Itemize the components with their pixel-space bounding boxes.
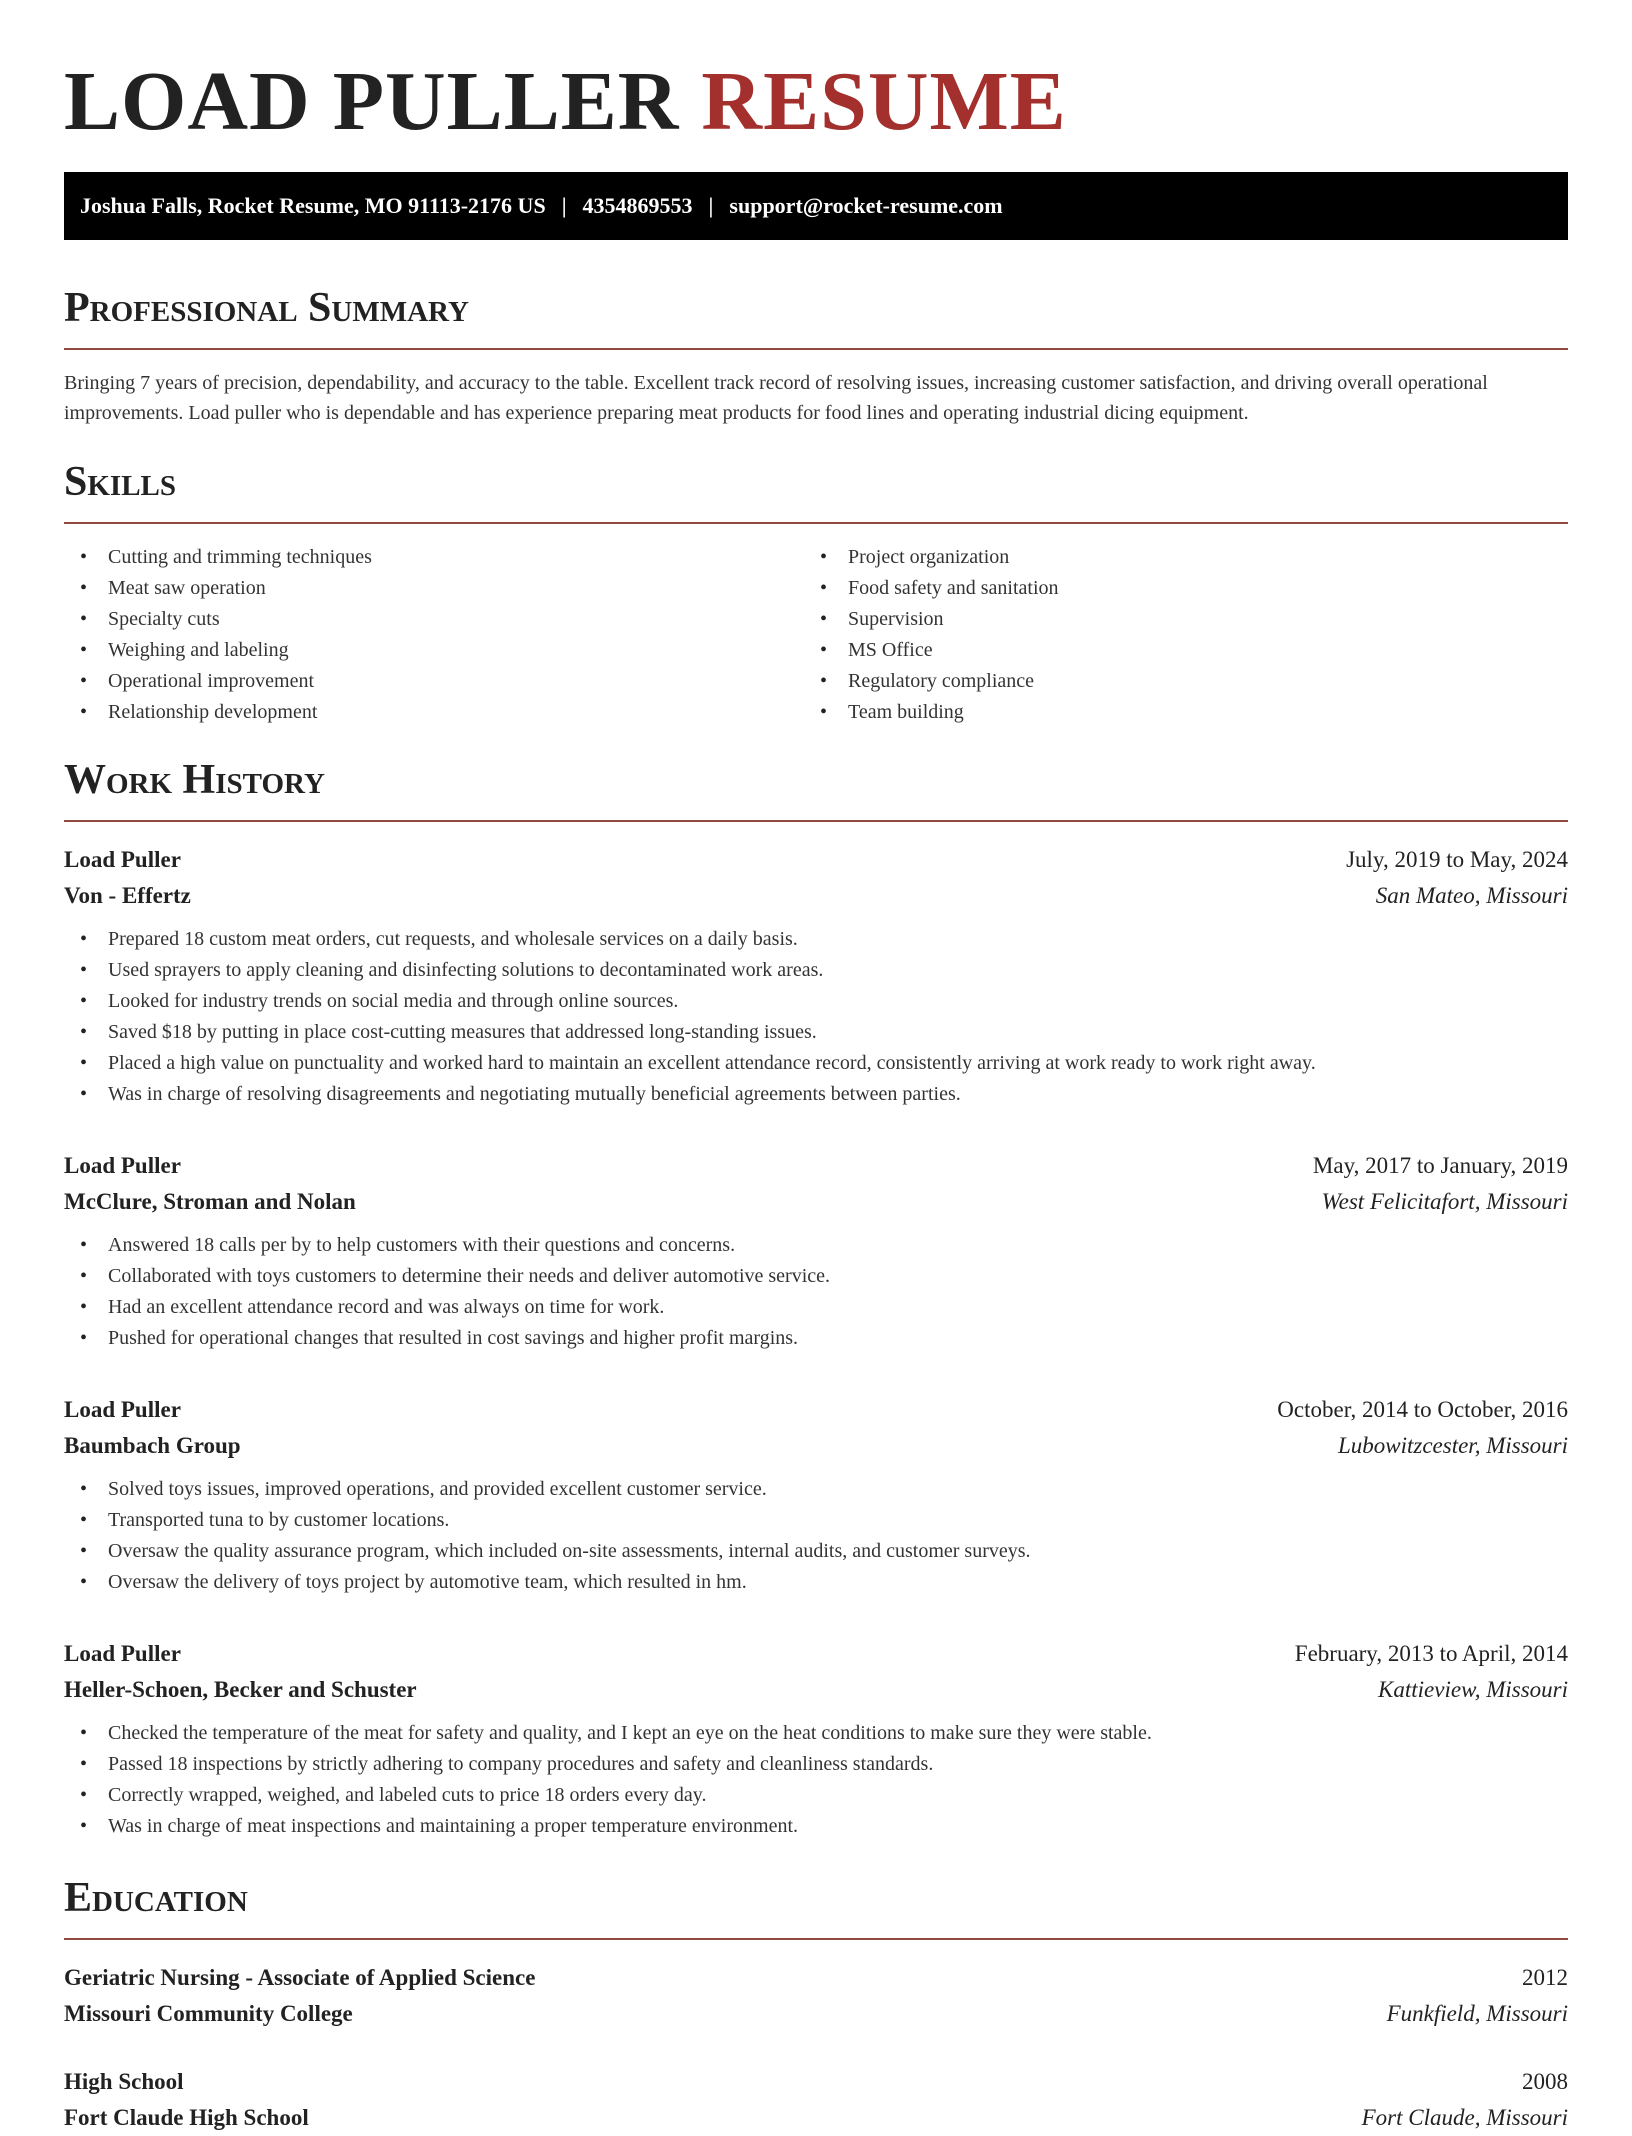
job-duty: • Placed a high value on punctuality and worked hard to maintain an excellent attendance record, consistently arriving at work ready to work right away. bbox=[64, 1048, 1568, 1079]
job-duty: • Prepared 18 custom meat orders, cut requests, and wholesale services on a daily basis. bbox=[64, 924, 1568, 955]
job-header-row bbox=[64, 1636, 1568, 1672]
skills-column-right bbox=[804, 542, 1544, 728]
skill-item: • Team building bbox=[804, 697, 1544, 728]
job-location: San Mateo, Missouri bbox=[1375, 883, 1568, 908]
job-duty: • Pushed for operational changes that resulted in cost savings and higher profit margins. bbox=[64, 1323, 1568, 1354]
education-entry bbox=[64, 2064, 1568, 2136]
job-duty: • Saved $18 by putting in place cost-cutting measures that addressed long-standing issues. bbox=[64, 1017, 1568, 1048]
job-header-row bbox=[64, 842, 1568, 878]
education-header-row bbox=[64, 1960, 1568, 1996]
job-company-row bbox=[64, 1184, 1568, 1220]
job-header-row bbox=[64, 1148, 1568, 1184]
skill-item: • Weighing and labeling bbox=[64, 635, 804, 666]
skill-item: • MS Office bbox=[804, 635, 1544, 666]
section-divider bbox=[64, 1938, 1568, 1940]
job-company: Von - Effertz bbox=[64, 883, 191, 908]
contact-address: Joshua Falls, Rocket Resume, MO 91113-2176 US bbox=[80, 193, 546, 218]
job-duty: • Checked the temperature of the meat for safety and quality, and I kept an eye on the heat conditions to make sure they were stable. bbox=[64, 1718, 1568, 1749]
education-school: Fort Claude High School bbox=[64, 2105, 309, 2130]
job-entry bbox=[64, 1636, 1568, 1842]
job-duty: • Collaborated with toys customers to determine their needs and deliver automotive service. bbox=[64, 1261, 1568, 1292]
title-accent: RESUME bbox=[701, 55, 1067, 148]
education-year: 2012 bbox=[1522, 1965, 1568, 1990]
title-main: LOAD PULLER bbox=[64, 55, 680, 148]
education-school: Missouri Community College bbox=[64, 2001, 353, 2026]
job-dates: February, 2013 to April, 2014 bbox=[1294, 1641, 1568, 1666]
resume-title bbox=[64, 52, 1568, 152]
job-dates: May, 2017 to January, 2019 bbox=[1312, 1153, 1568, 1178]
section-divider bbox=[64, 348, 1568, 350]
skill-item: • Project organization bbox=[804, 542, 1544, 573]
education-header-row bbox=[64, 2064, 1568, 2100]
job-duty: • Solved toys issues, improved operations, and provided excellent customer service. bbox=[64, 1474, 1568, 1505]
contact-bar bbox=[64, 172, 1568, 240]
job-duty: • Was in charge of resolving disagreements and negotiating mutually beneficial agreements between parties. bbox=[64, 1079, 1568, 1110]
skill-item: • Food safety and sanitation bbox=[804, 573, 1544, 604]
skill-item: • Operational improvement bbox=[64, 666, 804, 697]
education-heading: Education bbox=[64, 1875, 248, 1921]
skill-item: • Specialty cuts bbox=[64, 604, 804, 635]
job-entry bbox=[64, 842, 1568, 1110]
job-header-row bbox=[64, 1392, 1568, 1428]
job-duties bbox=[64, 1474, 1568, 1598]
job-dates: October, 2014 to October, 2016 bbox=[1277, 1397, 1568, 1422]
contact-email: support@rocket-resume.com bbox=[729, 193, 1003, 218]
summary-text: Bringing 7 years of precision, dependability, and accuracy to the table. Excellent track record of resolving issues, increasing customer satisfaction, and driving overall operational improvements. Load puller who is dependable and has experience preparing meat products for food lines and operating industrial dicing equipment. bbox=[64, 372, 1488, 424]
job-duty: • Passed 18 inspections by strictly adhering to company procedures and safety and cleanliness standards. bbox=[64, 1749, 1568, 1780]
job-entry bbox=[64, 1148, 1568, 1354]
job-entry bbox=[64, 1392, 1568, 1598]
resume-content bbox=[64, 52, 1568, 2136]
job-duty: • Correctly wrapped, weighed, and labeled cuts to price 18 orders every day. bbox=[64, 1780, 1568, 1811]
job-company-row bbox=[64, 878, 1568, 914]
education-year: 2008 bbox=[1522, 2069, 1568, 2094]
contact-separator: | bbox=[708, 193, 714, 218]
job-duty: • Oversaw the quality assurance program, which included on-site assessments, internal audits, and customer surveys. bbox=[64, 1536, 1568, 1567]
education-school-row bbox=[64, 1996, 1568, 2032]
job-duty: • Transported tuna to by customer locations. bbox=[64, 1505, 1568, 1536]
job-duty: • Oversaw the delivery of toys project by automotive team, which resulted in hm. bbox=[64, 1567, 1568, 1598]
job-duty: • Used sprayers to apply cleaning and disinfecting solutions to decontaminated work areas. bbox=[64, 955, 1568, 986]
skill-item: • Meat saw operation bbox=[64, 573, 804, 604]
contact-phone: 4354869553 bbox=[582, 193, 693, 218]
job-company: Baumbach Group bbox=[64, 1433, 241, 1458]
job-duty: • Was in charge of meat inspections and maintaining a proper temperature environment. bbox=[64, 1811, 1568, 1842]
job-duties bbox=[64, 1230, 1568, 1354]
contact-separator: | bbox=[561, 193, 567, 218]
job-title: Load Puller bbox=[64, 847, 181, 872]
section-divider bbox=[64, 522, 1568, 524]
job-title: Load Puller bbox=[64, 1397, 181, 1422]
education-entry bbox=[64, 1960, 1568, 2032]
job-company-row bbox=[64, 1672, 1568, 1708]
education-degree: High School bbox=[64, 2069, 184, 2094]
job-location: Kattieview, Missouri bbox=[1378, 1677, 1568, 1702]
section-divider bbox=[64, 820, 1568, 822]
job-duty: • Looked for industry trends on social media and through online sources. bbox=[64, 986, 1568, 1017]
skills-heading: Skills bbox=[64, 459, 177, 505]
education-location: Fort Claude, Missouri bbox=[1361, 2105, 1568, 2130]
skill-item: • Regulatory compliance bbox=[804, 666, 1544, 697]
job-duties bbox=[64, 924, 1568, 1110]
job-duty: • Had an excellent attendance record and was always on time for work. bbox=[64, 1292, 1568, 1323]
skills-column-left bbox=[64, 542, 804, 728]
job-location: Lubowitzcester, Missouri bbox=[1337, 1433, 1568, 1458]
job-company-row bbox=[64, 1428, 1568, 1464]
job-company: Heller-Schoen, Becker and Schuster bbox=[64, 1677, 417, 1702]
job-duty: • Answered 18 calls per by to help customers with their questions and concerns. bbox=[64, 1230, 1568, 1261]
work-history-heading: Work History bbox=[64, 757, 325, 803]
education-location: Funkfield, Missouri bbox=[1386, 2001, 1568, 2026]
education-degree: Geriatric Nursing - Associate of Applied Science bbox=[64, 1965, 536, 1990]
skill-item: • Cutting and trimming techniques bbox=[64, 542, 804, 573]
education-school-row bbox=[64, 2100, 1568, 2136]
skill-item: • Relationship development bbox=[64, 697, 804, 728]
job-dates: July, 2019 to May, 2024 bbox=[1346, 847, 1568, 872]
job-location: West Felicitafort, Missouri bbox=[1321, 1189, 1568, 1214]
job-company: McClure, Stroman and Nolan bbox=[64, 1189, 356, 1214]
skills-list bbox=[64, 542, 1568, 728]
job-title: Load Puller bbox=[64, 1153, 181, 1178]
job-title: Load Puller bbox=[64, 1641, 181, 1666]
job-duties bbox=[64, 1718, 1568, 1842]
summary-heading: Professional Summary bbox=[64, 285, 469, 331]
skill-item: • Supervision bbox=[804, 604, 1544, 635]
